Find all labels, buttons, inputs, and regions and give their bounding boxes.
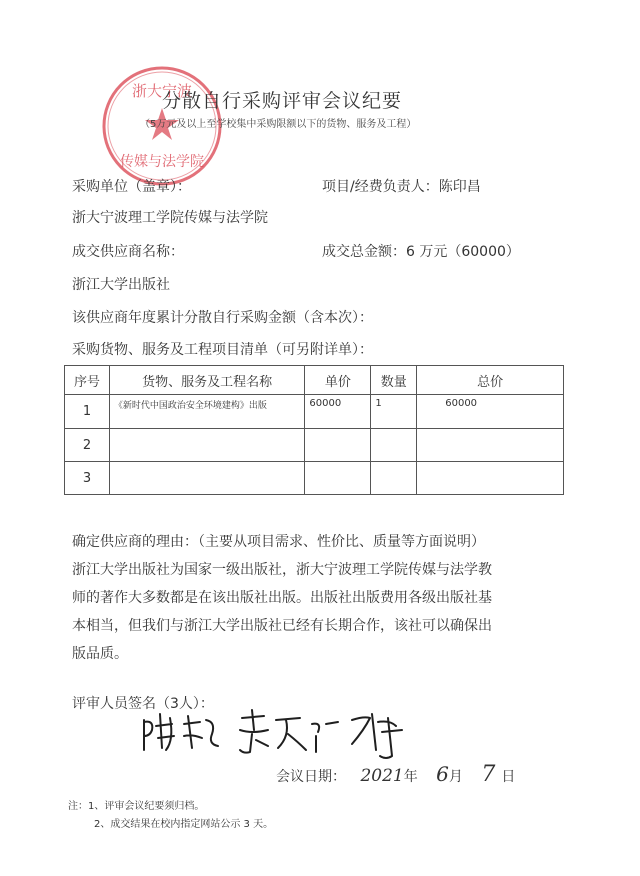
row-name bbox=[109, 462, 304, 495]
unit-label: 采购单位（盖章）： bbox=[72, 179, 191, 195]
manager-value: 陈印昌 bbox=[438, 179, 481, 195]
header-total: 总价 bbox=[417, 366, 564, 395]
row-seq: 1 bbox=[65, 395, 110, 429]
reason-label: 确定供应商的理由：（主要从项目需求、性价比、质量等方面说明） bbox=[72, 534, 485, 550]
date-label: 会议日期： bbox=[276, 769, 346, 785]
note-2: 2、成交结果在校内指定网站公示 3 天。 bbox=[94, 819, 274, 830]
row-seq: 2 bbox=[65, 429, 110, 462]
reason-line: 版品质。 bbox=[72, 646, 128, 662]
header-price: 单价 bbox=[305, 366, 371, 395]
year-unit: 年 bbox=[403, 769, 418, 785]
table-header-row bbox=[65, 366, 564, 395]
row-total bbox=[417, 429, 564, 462]
items-table bbox=[64, 365, 564, 495]
manager-label: 项目/经费负责人： bbox=[322, 179, 439, 195]
row-total: 60000 bbox=[417, 395, 564, 429]
row-name: 《新时代中国政治安全环境建构》出版 bbox=[109, 395, 304, 429]
table-row bbox=[65, 395, 564, 429]
date-year: 2021 bbox=[360, 766, 404, 786]
row-total bbox=[417, 462, 564, 495]
total-value: 6 万元（60000） bbox=[406, 244, 520, 260]
annual-amount-label: 该供应商年度累计分散自行采购金额（含本次）： bbox=[72, 310, 373, 326]
manager-field bbox=[322, 176, 481, 196]
row-qty bbox=[371, 429, 417, 462]
supplier-label: 成交供应商名称： bbox=[72, 244, 184, 260]
svg-text:浙大宁波: 浙大宁波 bbox=[131, 82, 193, 100]
row-seq: 3 bbox=[65, 462, 110, 495]
total-amount-field bbox=[322, 241, 520, 261]
reviewer-signatures bbox=[140, 700, 440, 760]
note-1: 注：1、评审会议纪要须归档。 bbox=[68, 801, 205, 812]
row-qty: 1 bbox=[371, 395, 417, 429]
reason-line: 师的著作大多数都是在该出版社出版。出版社出版费用各级出版社基 bbox=[72, 590, 492, 606]
svg-text:传媒与法学院: 传媒与法学院 bbox=[120, 154, 204, 170]
header-qty: 数量 bbox=[371, 366, 417, 395]
header-seq: 序号 bbox=[65, 366, 110, 395]
day-unit: 日 bbox=[501, 769, 516, 785]
reason-line: 本相当，但我们与浙江大学出版社已经有长期合作，该社可以确保出 bbox=[72, 618, 492, 634]
date-day: 7 bbox=[481, 762, 496, 787]
row-qty bbox=[371, 462, 417, 495]
table-row bbox=[65, 462, 564, 495]
row-price bbox=[305, 462, 371, 495]
row-price bbox=[305, 429, 371, 462]
unit-value: 浙大宁波理工学院传媒与法学院 bbox=[72, 210, 268, 226]
sign-label: 评审人员签名（3人）： bbox=[72, 696, 214, 712]
total-label: 成交总金额： bbox=[322, 244, 406, 260]
reason-line: 浙江大学出版社为国家一级出版社，浙大宁波理工学院传媒与法学教 bbox=[72, 562, 492, 578]
meeting-date bbox=[276, 762, 515, 787]
supplier-value: 浙江大学出版社 bbox=[72, 277, 170, 293]
row-price: 60000 bbox=[305, 395, 371, 429]
page-title: 分散自行采购评审会议纪要 bbox=[162, 90, 403, 112]
month-unit: 月 bbox=[448, 769, 463, 785]
page-subtitle: （5万元及以上至学校集中采购限额以下的货物、服务及工程） bbox=[140, 119, 417, 130]
item-list-label: 采购货物、服务及工程项目清单（可另附详单）： bbox=[72, 342, 373, 358]
table-row bbox=[65, 429, 564, 462]
date-month: 6 bbox=[436, 762, 449, 786]
header-name: 货物、服务及工程名称 bbox=[109, 366, 304, 395]
reason-section bbox=[72, 528, 572, 668]
row-name bbox=[109, 429, 304, 462]
